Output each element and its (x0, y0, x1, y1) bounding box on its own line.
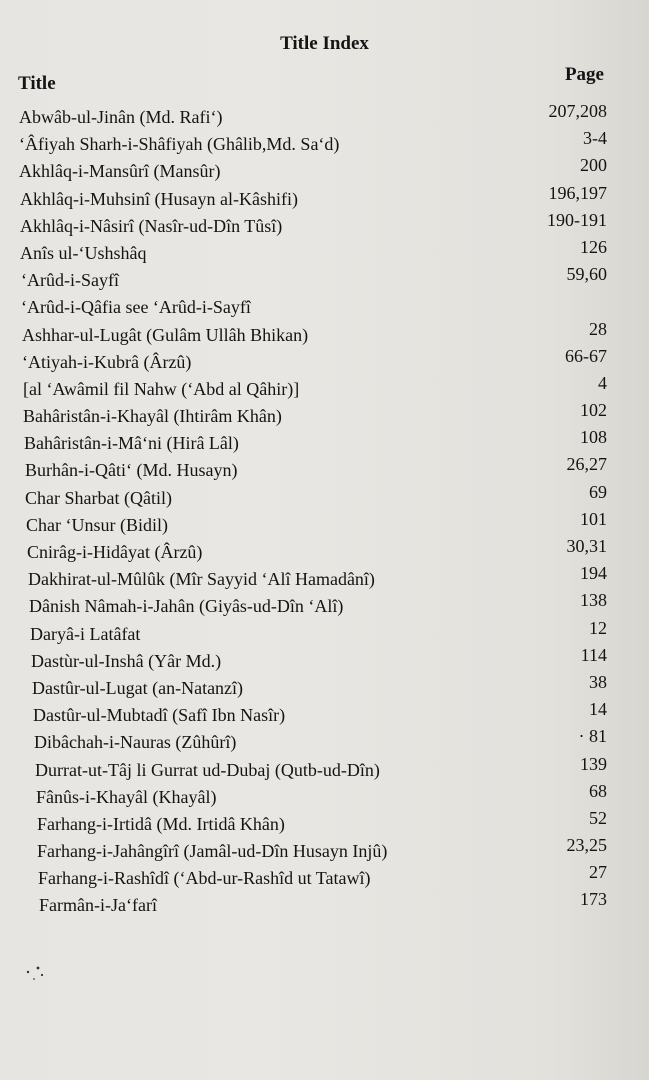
index-entry (0, 209, 649, 240)
entry-title: Farhang-i-Jahângîrî (Jamâl-ud-Dîn Husayn Injû) (37, 841, 388, 862)
entry-title: Dakhirat-ul-Mûlûk (Mîr Sayyid ‘Alî Hamadânî) (28, 569, 375, 590)
entry-title: Cnirâg-i-Hidâyat (Ârzû) (27, 542, 203, 562)
index-entry (0, 807, 649, 838)
entry-title: Farhang-i-Rashîdî (‘Abd-ur-Rashîd ut Tatawî) (38, 868, 371, 889)
entry-title: Char ‘Unsur (Bidil) (26, 514, 168, 535)
entry-page: 173 (580, 889, 607, 910)
entry-title: Daryâ-i Latâfat (30, 623, 141, 644)
entry-page: 138 (580, 590, 607, 611)
entry-page: 14 (589, 699, 607, 720)
entry-title: Char Sharbat (Qâtil) (25, 487, 172, 508)
index-entry (0, 726, 649, 756)
entry-title: ‘Âfiyah Sharh-i-Shâfiyah (Ghâlib,Md. Sa‘d) (19, 134, 340, 155)
entry-page: 23,25 (566, 835, 607, 856)
entry-title: Abwâb-ul-Jinân (Md. Rafi‘) (19, 107, 223, 127)
entry-title: Dânish Nâmah-i-Jahân (Giyâs-ud-Dîn ‘Alî) (29, 596, 344, 617)
entry-title: Farhang-i-Irtidâ (Md. Irtidâ Khân) (37, 813, 285, 834)
index-entry (0, 753, 649, 784)
entry-page: 28 (589, 318, 607, 339)
entry-title: Akhlâq-i-Mansûrî (Mansûr) (19, 161, 221, 182)
index-entry (0, 128, 649, 158)
index-entry (0, 294, 649, 321)
index-entry (0, 372, 649, 403)
entry-page: 68 (589, 780, 607, 801)
index-entry (0, 427, 649, 457)
entry-title: Dastùr-ul-Inshâ (Yâr Md.) (31, 650, 222, 671)
index-entry (0, 671, 649, 702)
entry-page: 66-67 (565, 345, 607, 366)
entry-title: Dibâchah-i-Nauras (Zûhûrî) (34, 732, 237, 753)
entry-title: Bahâristân-i-Mâ‘ni (Hirâ Lâl) (24, 433, 239, 454)
entry-page: 52 (589, 807, 607, 828)
entry-page: 194 (580, 563, 607, 584)
entry-title: Durrat-ut-Tâj li Gurrat ud-Dubaj (Qutb-ud-Dîn) (35, 759, 380, 780)
index-entry (0, 780, 649, 811)
index-entry (0, 318, 649, 349)
page-column-header: Page (564, 64, 604, 85)
entry-title: Fânûs-i-Khayâl (Khayâl) (36, 786, 217, 807)
entry-page: 196,197 (548, 182, 607, 203)
index-entry (0, 536, 649, 566)
index-entry (0, 345, 649, 376)
entry-page: 200 (580, 155, 607, 176)
entry-page: 30,31 (566, 536, 607, 556)
index-entry (0, 835, 649, 865)
entry-title: Burhân-i-Qâti‘ (Md. Husayn) (25, 460, 238, 481)
entry-title: ‘Arûd-i-Qâfia see ‘Arûd-i-Sayfî (21, 297, 251, 318)
index-entry (0, 236, 649, 267)
entry-page: 38 (589, 671, 607, 692)
page-heading: Title Index (280, 33, 369, 54)
entry-title: [al ‘Awâmil fil Nahw (‘Abd al Qâhir)] (23, 378, 300, 399)
index-entry (0, 590, 649, 620)
entry-page: 101 (580, 508, 607, 529)
entry-title: Anîs ul-‘Ushshâq (20, 242, 147, 263)
title-column-header: Title (18, 73, 56, 94)
entry-page: 3-4 (583, 128, 607, 149)
index-entry (0, 400, 649, 430)
entry-title: Dastûr-ul-Mubtadî (Safî Ibn Nasîr) (33, 705, 286, 726)
index-entry (0, 264, 649, 294)
index-entry (0, 699, 649, 729)
entry-title: ‘Arûd-i-Sayfî (21, 270, 119, 291)
entry-page: 69 (589, 481, 607, 502)
index-entry (0, 508, 649, 539)
index-entry (0, 644, 649, 675)
entry-page: · 81 (578, 726, 607, 747)
entry-page: 207,208 (548, 101, 607, 121)
entry-title: Akhlâq-i-Nâsirî (Nasîr-ud-Dîn Tûsî) (20, 215, 283, 236)
entry-page: 139 (580, 753, 607, 774)
entry-page: 190-191 (547, 209, 607, 230)
entry-title: Akhlâq-i-Muhsinî (Husayn al-Kâshifi) (20, 188, 298, 209)
entry-title: Dastûr-ul-Lugat (an-Natanzî) (32, 677, 244, 698)
entry-page: 59,60 (566, 264, 607, 285)
entry-page: 114 (580, 644, 607, 665)
entry-page: 26,27 (566, 454, 607, 475)
index-entry (0, 563, 649, 593)
index-entry (0, 889, 649, 919)
entry-title: Bahâristân-i-Khayâl (Ihtirâm Khân) (23, 406, 282, 427)
entry-page: 108 (580, 427, 607, 448)
index-entry (0, 481, 649, 512)
index-entries (0, 101, 649, 920)
entry-page: 4 (598, 372, 607, 393)
ink-specks (18, 958, 58, 988)
index-entry (0, 101, 649, 131)
entry-title: Farmân-i-Ja‘farî (39, 895, 157, 916)
entry-page: 12 (589, 617, 607, 638)
entry-title: ‘Atiyah-i-Kubrâ (Ârzû) (22, 351, 192, 372)
entry-page: 27 (589, 862, 607, 883)
entry-page: 102 (580, 400, 607, 421)
entry-page: 126 (580, 236, 607, 257)
index-entry (0, 454, 649, 484)
index-entry (0, 862, 649, 892)
index-entry (0, 617, 649, 648)
entry-title: Ashhar-ul-Lugât (Gulâm Ullâh Bhikan) (22, 324, 309, 345)
